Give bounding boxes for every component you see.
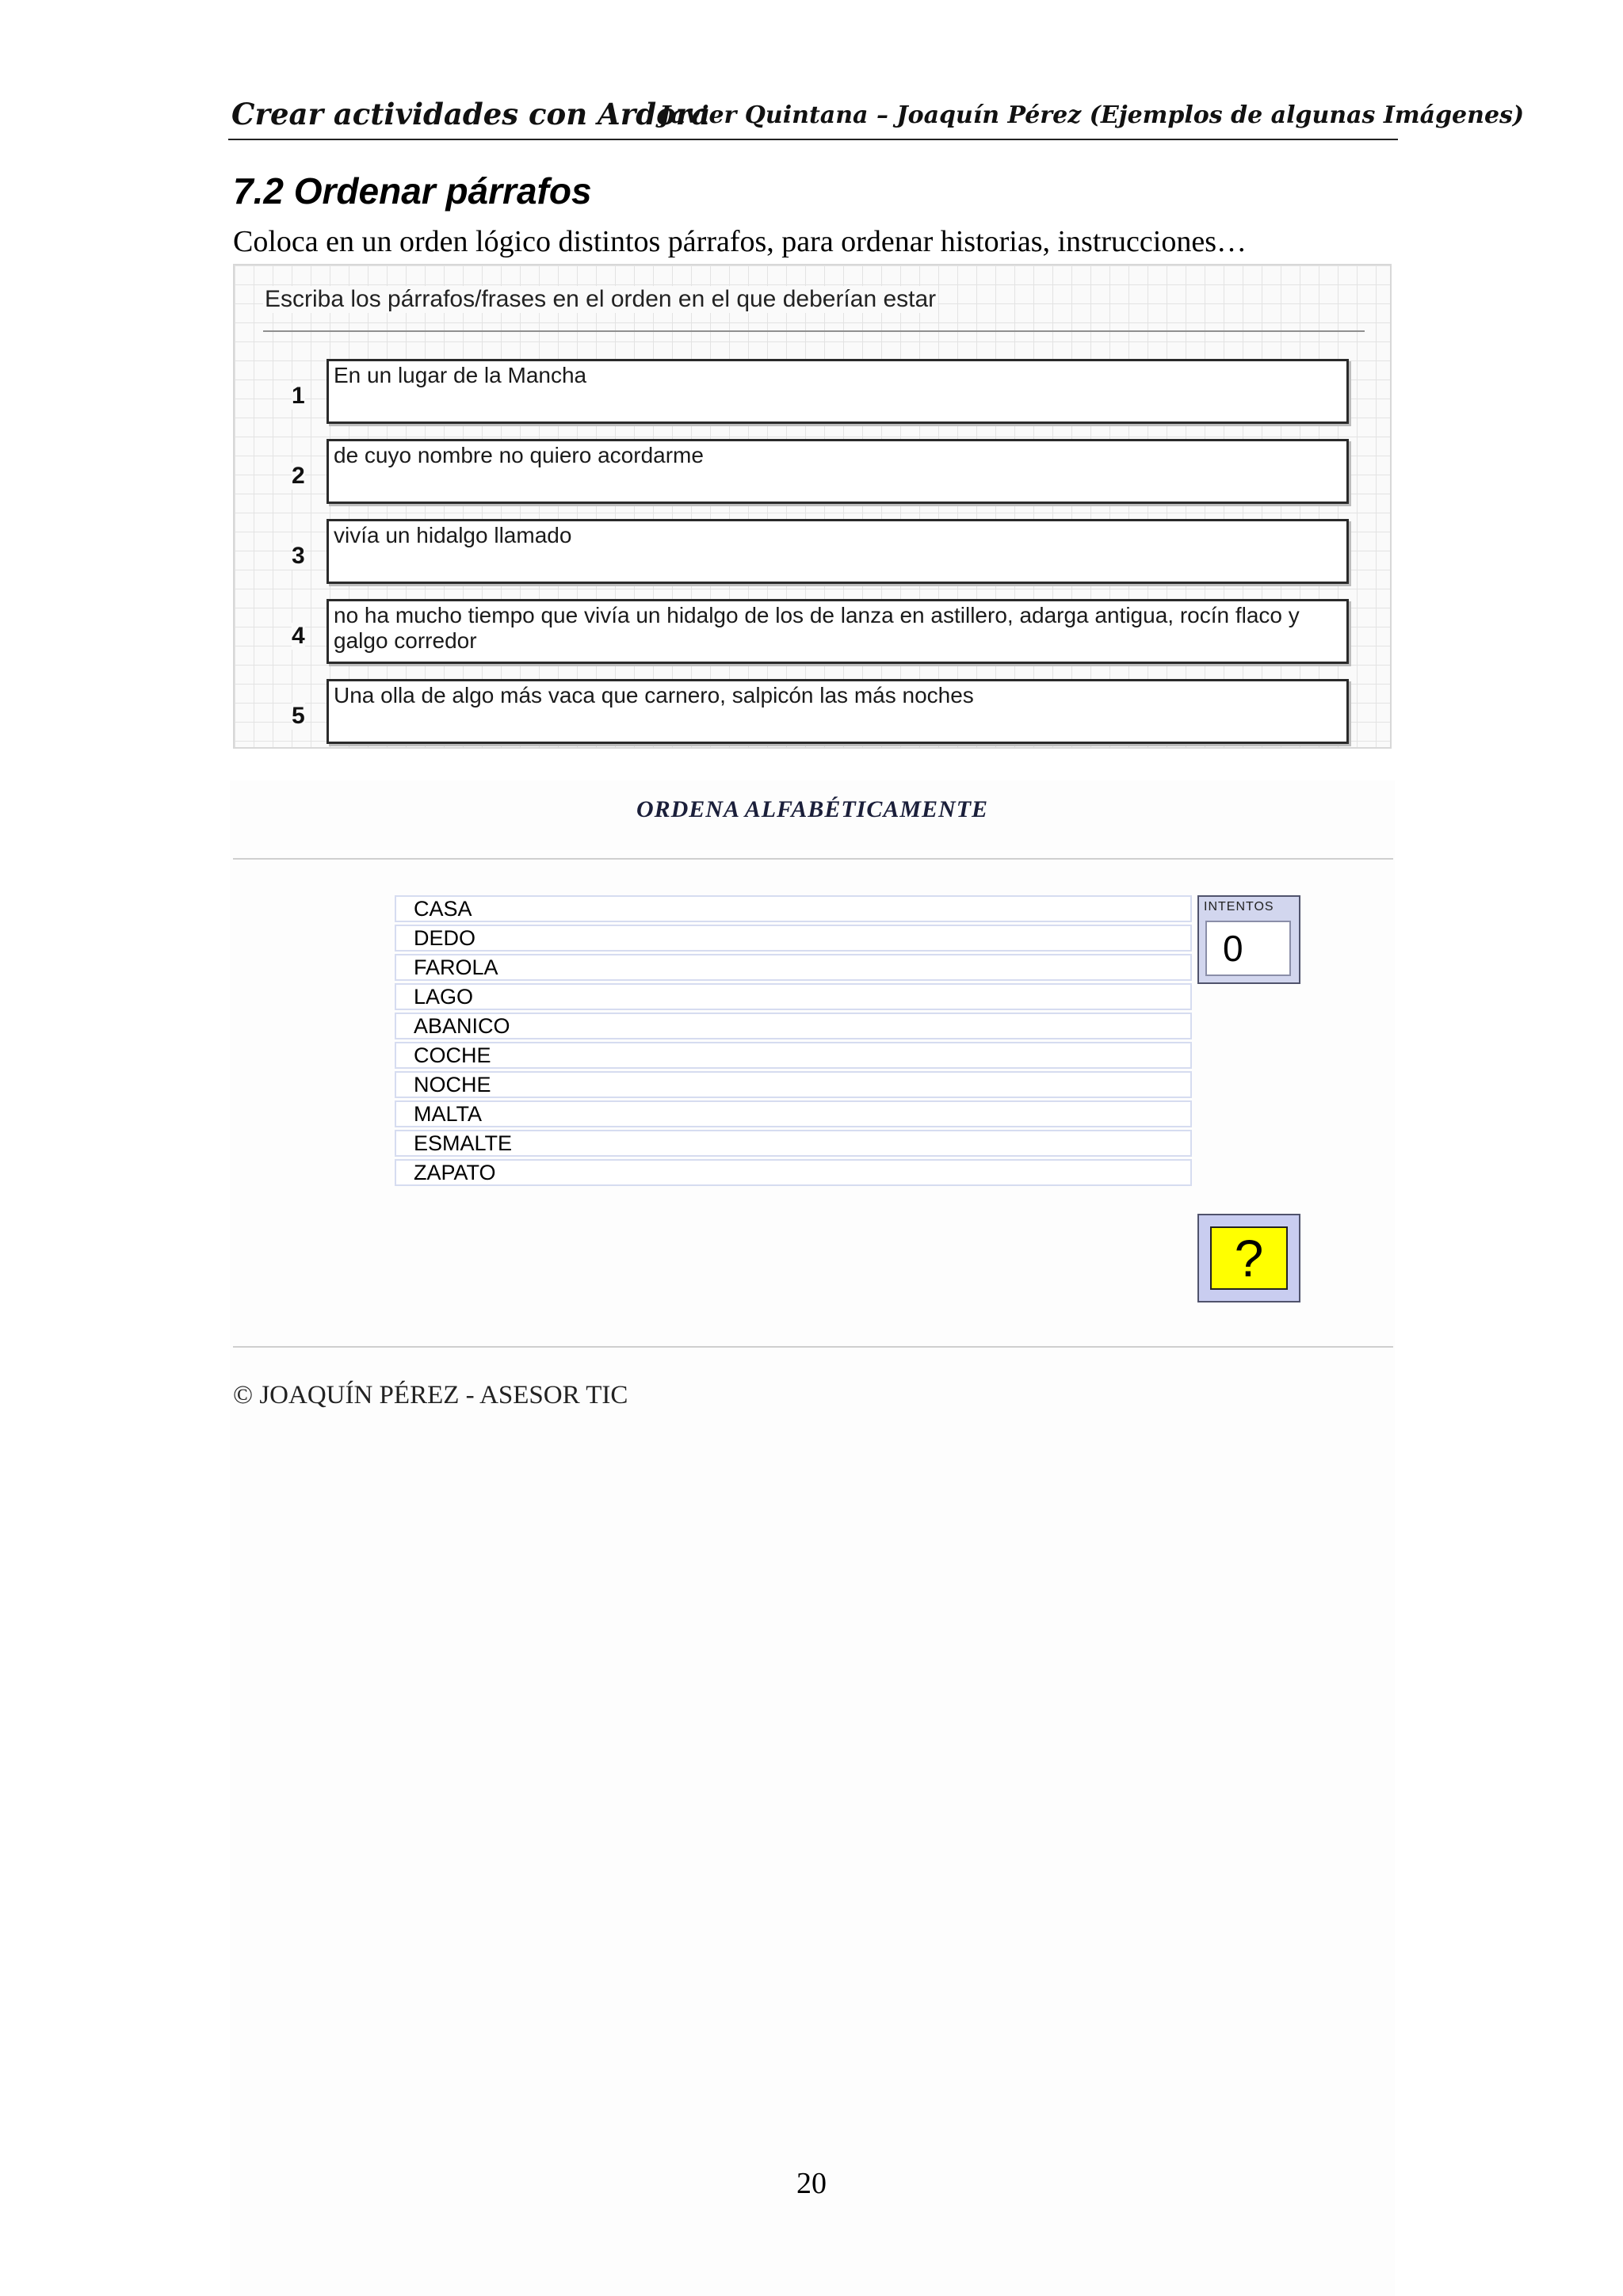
word-item[interactable]: DEDO bbox=[395, 925, 1192, 952]
word-item[interactable]: COCHE bbox=[395, 1042, 1192, 1069]
attempts-counter bbox=[1197, 895, 1300, 984]
page-number: 20 bbox=[796, 2167, 827, 2200]
word-item[interactable]: ABANICO bbox=[395, 1013, 1192, 1039]
paragraph-number: 1 bbox=[292, 383, 305, 409]
section-title: 7.2 Ordenar párrafos bbox=[233, 170, 592, 212]
paragraph-field[interactable]: de cuyo nombre no quiero acordarme bbox=[327, 439, 1349, 504]
paragraph-field[interactable]: En un lugar de la Mancha bbox=[327, 359, 1349, 424]
attempts-label: INTENTOS bbox=[1204, 900, 1274, 913]
word-item[interactable]: ZAPATO bbox=[395, 1159, 1192, 1186]
paragraph-order-activity bbox=[233, 264, 1392, 749]
instruction-divider bbox=[263, 330, 1365, 332]
activity-instruction: Escriba los párrafos/frases en el orden en el que deberían estar bbox=[265, 286, 937, 312]
question-mark-icon[interactable]: ? bbox=[1210, 1226, 1288, 1290]
word-item[interactable]: NOCHE bbox=[395, 1071, 1192, 1098]
paragraph-row bbox=[235, 679, 1390, 749]
section-intro: Coloca en un orden lógico distintos párrafos, para ordenar historias, instrucciones… bbox=[233, 225, 1247, 258]
copyright-notice: © JOAQUÍN PÉREZ - ASESOR TIC bbox=[233, 1381, 628, 1409]
activity-title: ORDENA ALFABÉTICAMENTE bbox=[636, 796, 989, 822]
paragraph-row bbox=[235, 519, 1390, 589]
help-button[interactable] bbox=[1197, 1214, 1300, 1302]
header-rule bbox=[228, 139, 1398, 140]
word-item[interactable]: CASA bbox=[395, 895, 1192, 922]
paragraph-number: 2 bbox=[292, 463, 305, 489]
word-item[interactable]: MALTA bbox=[395, 1100, 1192, 1127]
paragraph-row bbox=[235, 439, 1390, 509]
paragraph-row bbox=[235, 599, 1390, 669]
top-divider bbox=[233, 858, 1393, 860]
paragraph-field[interactable]: vivía un hidalgo llamado bbox=[327, 519, 1349, 584]
paragraph-row bbox=[235, 359, 1390, 429]
word-item[interactable]: LAGO bbox=[395, 983, 1192, 1010]
paragraph-number: 3 bbox=[292, 543, 305, 569]
alphabetical-order-activity bbox=[230, 780, 1395, 2296]
header-right-authors: Javier Quintana – Joaquín Pérez (Ejemplos de algunas Imágenes) bbox=[659, 101, 1525, 129]
word-item[interactable]: ESMALTE bbox=[395, 1130, 1192, 1157]
header-left-title: Crear actividades con Ardora bbox=[231, 97, 711, 132]
attempts-value: 0 bbox=[1205, 921, 1291, 976]
word-item[interactable]: FAROLA bbox=[395, 954, 1192, 981]
paragraph-field[interactable]: no ha mucho tiempo que vivía un hidalgo de los de lanza en astillero, adarga antigua, rocín flaco y galgo corredor bbox=[327, 599, 1349, 664]
paragraph-field[interactable]: Una olla de algo más vaca que carnero, salpicón las más noches bbox=[327, 679, 1349, 744]
word-list bbox=[395, 895, 1192, 1188]
paragraph-number: 4 bbox=[292, 623, 305, 649]
paragraph-number: 5 bbox=[292, 703, 305, 729]
bottom-divider bbox=[233, 1346, 1393, 1348]
